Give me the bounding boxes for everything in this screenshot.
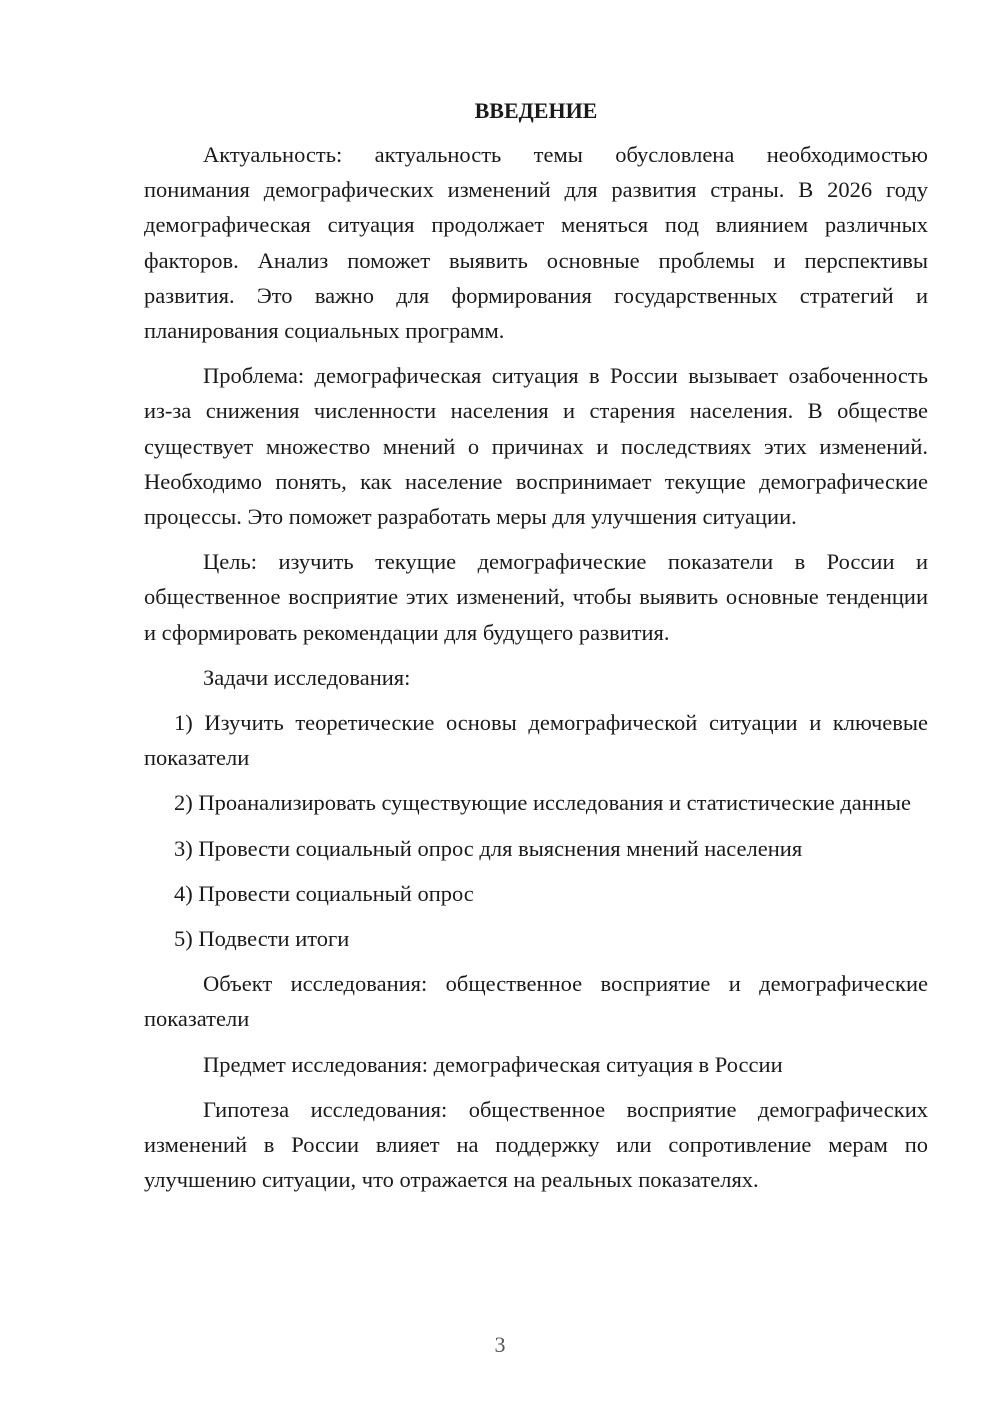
section-heading: ВВЕДЕНИЕ bbox=[474, 98, 598, 123]
subject-paragraph: Предмет исследования: демографическая ситуация в России bbox=[203, 1051, 783, 1077]
relevance-paragraph: Актуальность: актуальность темы обусловлена необходимостью понимания демографических изменений для развития страны. В 2026 году демографическая ситуация продолжает меняться под влиянием различных факторов. Анализ поможет выявить основные проблемы и перспективы развития. Это важно для формирования государственных стратегий и планирования социальных программ. bbox=[144, 142, 928, 344]
goal-paragraph: Цель: изучить текущие демографические показатели в России и общественное восприятие этих изменений, чтобы выявить основные тенденции и сформировать рекомендации для будущего развития. bbox=[144, 549, 928, 645]
task-item-2: 2) Проанализировать существующие исследования и статистические данные bbox=[174, 790, 911, 816]
tasks-intro: Задачи исследования: bbox=[203, 664, 411, 690]
hypothesis-paragraph: Гипотеза исследования: общественное восприятие демографических изменений в России влияет на поддержку или сопротивление мерам по улучшению ситуации, что отражается на реальных показателях. bbox=[144, 1096, 928, 1193]
problem-paragraph: Проблема: демографическая ситуация в России вызывает озабоченность из-за снижения численности населения и старения населения. В обществе существует множество мнений о причинах и последствиях этих изменений. Необходимо понять, как население воспринимает текущие демографические процессы. Это поможет разработать меры для улучшения ситуации. bbox=[144, 363, 928, 530]
document-body bbox=[144, 95, 928, 1207]
object-paragraph: Объект исследования: общественное восприятие и демографические показатели bbox=[144, 971, 928, 1032]
task-item-4: 4) Провести социальный опрос bbox=[174, 880, 474, 906]
task-item-3: 3) Провести социальный опрос для выяснения мнений населения bbox=[174, 835, 803, 861]
task-item-1: 1) Изучить теоретические основы демографической ситуации и ключевые показатели bbox=[144, 710, 928, 771]
task-item-5: 5) Подвести итоги bbox=[174, 926, 350, 952]
page-number: 3 bbox=[494, 1332, 506, 1357]
